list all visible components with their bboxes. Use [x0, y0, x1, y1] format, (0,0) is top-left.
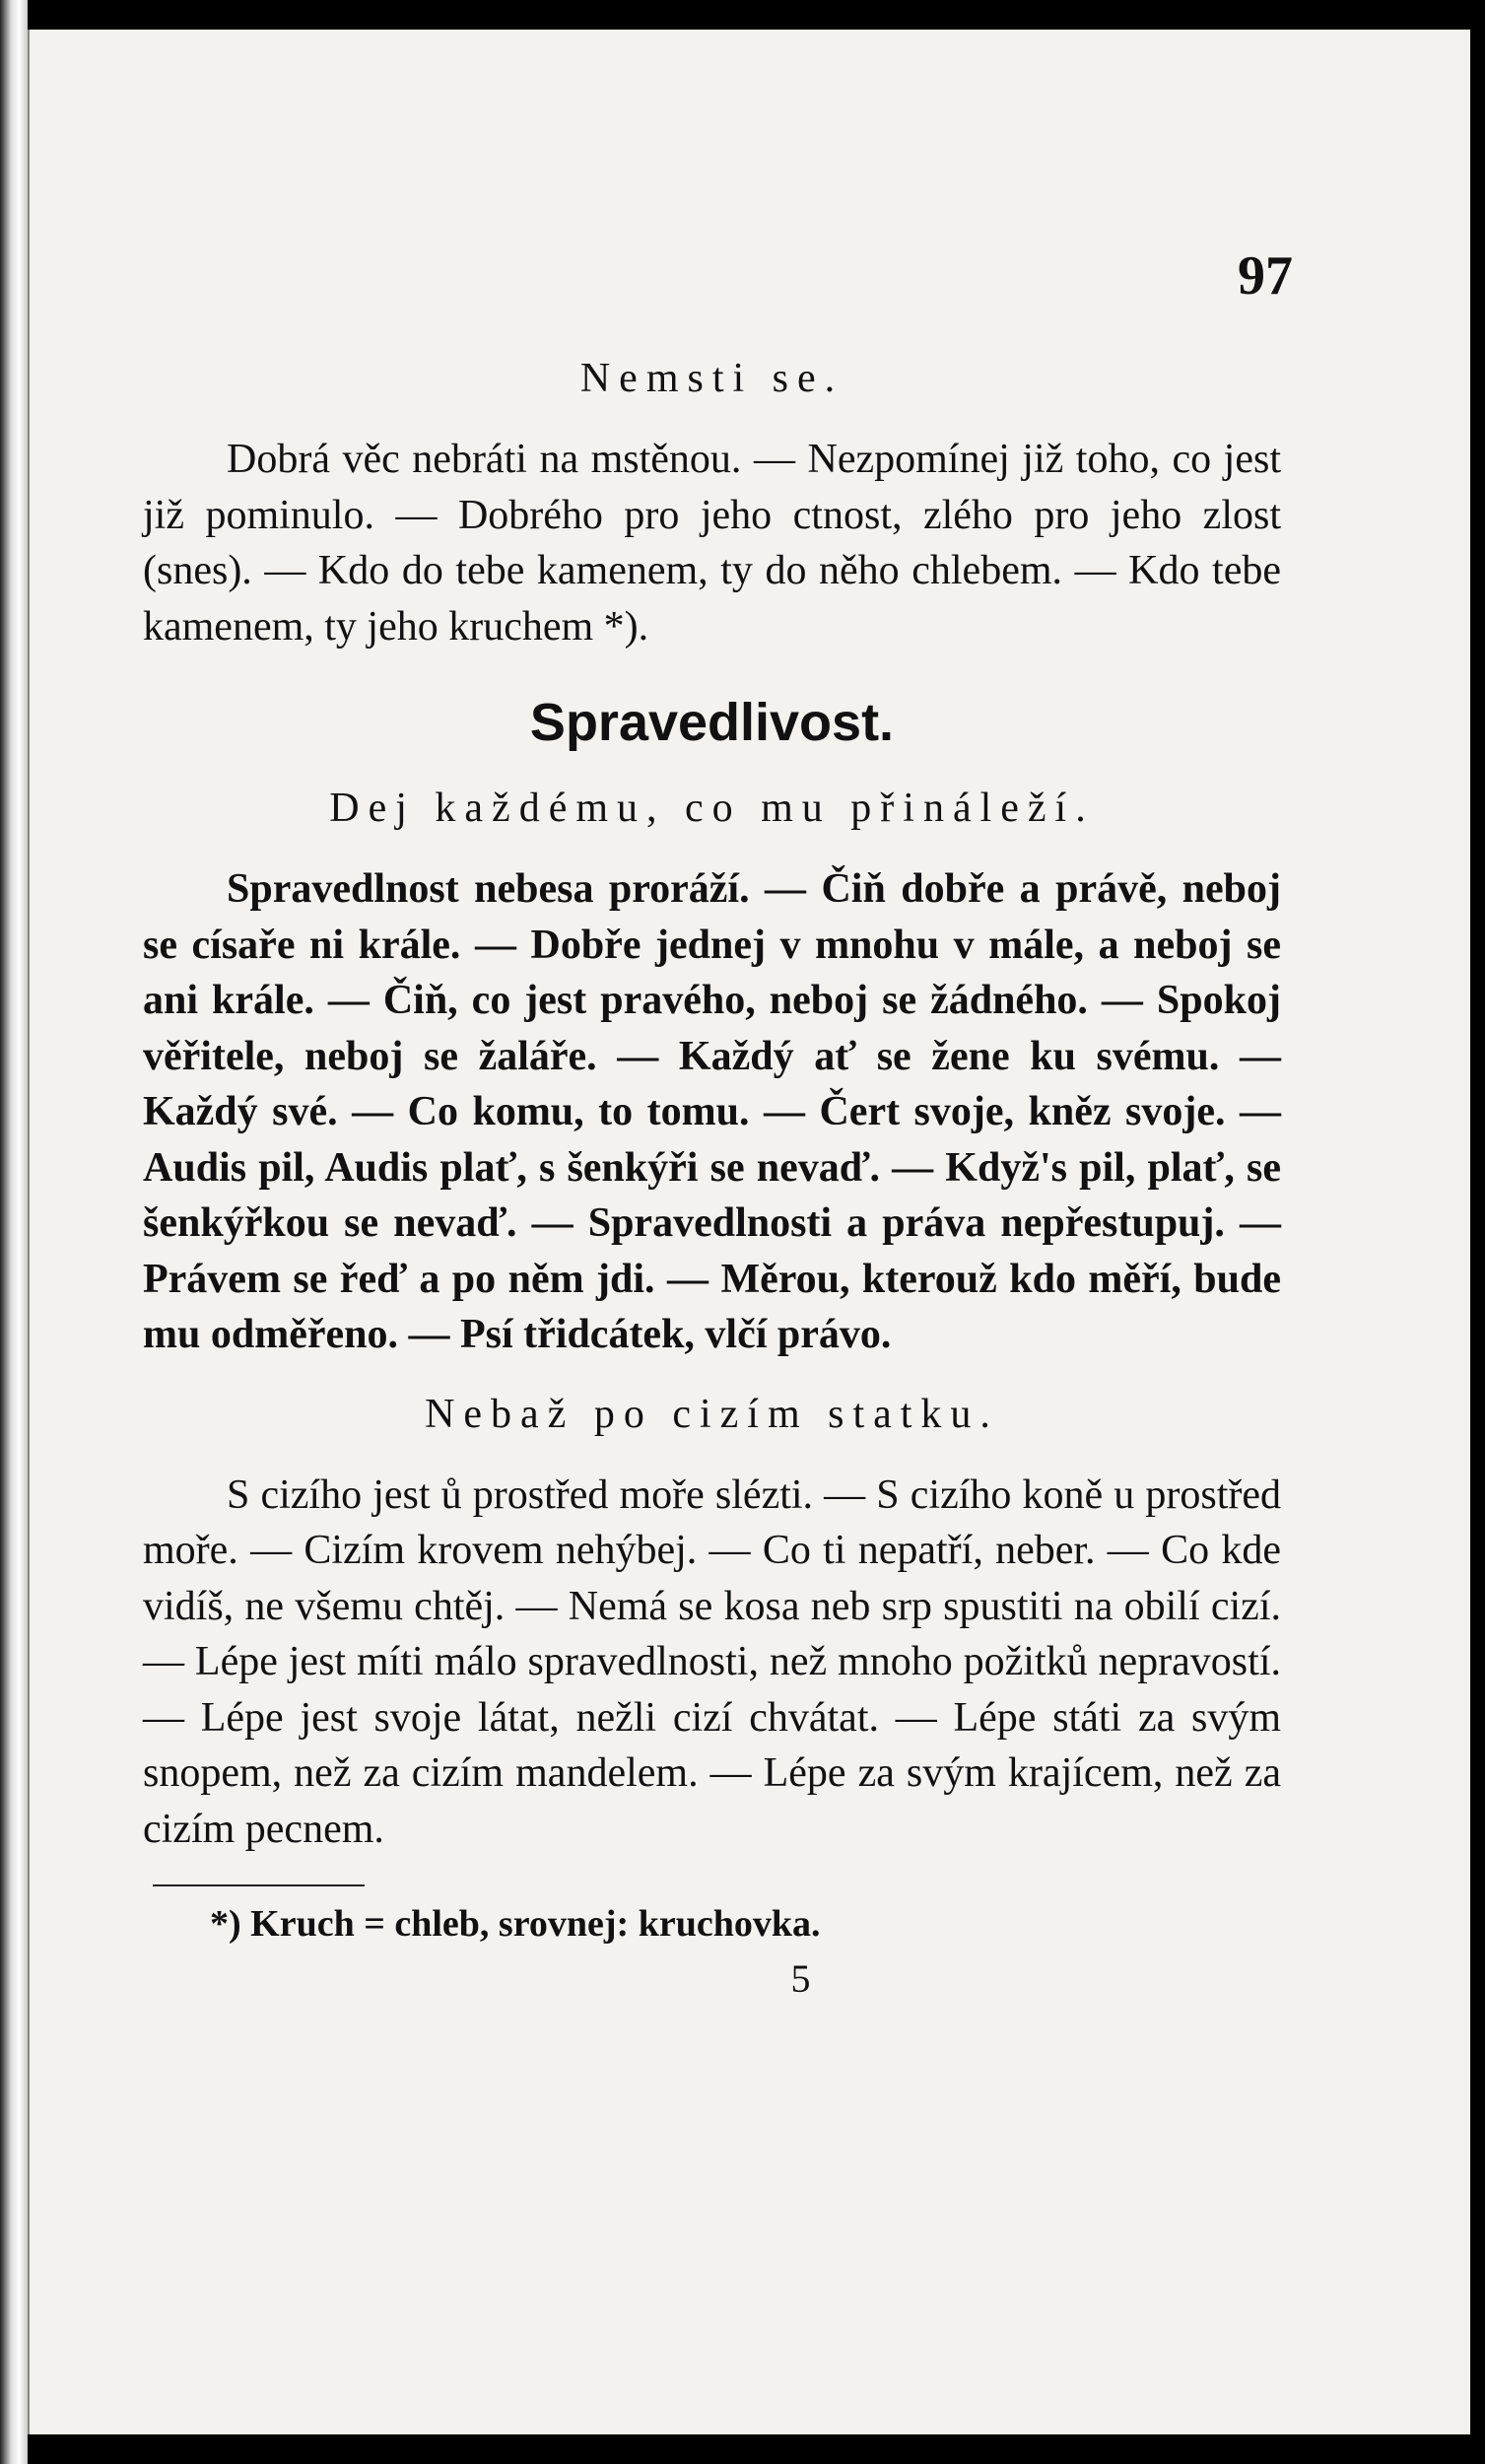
section-title-nebaz: Nebaž po cizím statku. [425, 1391, 999, 1437]
footnote: *) Kruch = chleb, srovnej: kruchovka. [210, 1903, 821, 1945]
chapter-title: Spravedlivost. [529, 693, 895, 752]
paragraph-nebaz: S cizího jest ů prostřed moře slézti. — S cizího koně u prostřed moře. — Cizím krovem nehýbej. — Co ti nepatří, neber. — Co kde vidíš, ne všemu chtěj. — Nemá se kosa neb srp spustiti na obilí cizí. — Lépe jest míti málo spravedlnosti, než mnoho požitků nepravostí. — Lépe jest svoje látat, nežli cizí chvátat. — Lépe státi za svým snopem, než za cizím mandelem. — Lépe za svým krajícem, než za cizím pecnem. [143, 1472, 1281, 1852]
page-number: 97 [1238, 245, 1293, 307]
paragraph-spravedlnost: Spravedlnost nebesa proráží. — Čiň dobře a právě, neboj se císaře ni krále. — Dobře jednej v mnohu v mále, a neboj se ani krále. — Čiň, co jest pravého, neboj se žádného. — Spokoj věřitele, neboj se žaláře. — Každý ať se žene ku svému. — Každý své. — Co komu, to tomu. — Čert svoje, kněz svoje. — Audis pil, Audis plať, s šenkýři se nevaď. — Když's pil, plať, se šenkýřkou se nevaď. — Spravedlnosti a práva nepřestupuj. — Právem se řeď a po něm jdi. — Měrou, kterouž kdo měří, bude mu odměřeno. — Psí třidcátek, vlčí právo. [143, 866, 1281, 1357]
section-title-nemsti-se: Nemsti se. [579, 356, 844, 401]
section-title-dej-kazdemu: Dej každému, co mu přináleží. [329, 786, 1095, 831]
page-edge-strip [0, 0, 28, 2464]
page-content [143, 355, 1281, 2002]
footnote-divider [153, 1884, 365, 1886]
paragraph-nemsti-se: Dobrá věc nebráti na mstěnou. — Nezpomínej již toho, co jest již pominulo. — Dobrého pro jeho ctnost, zlého pro jeho zlost (snes). — Kdo do tebe kamenem, ty do něho chlebem. — Kdo tebe kamenem, ty jeho kruchem *). [143, 437, 1281, 650]
signature-mark: 5 [790, 1956, 811, 2001]
book-page [28, 30, 1470, 2434]
